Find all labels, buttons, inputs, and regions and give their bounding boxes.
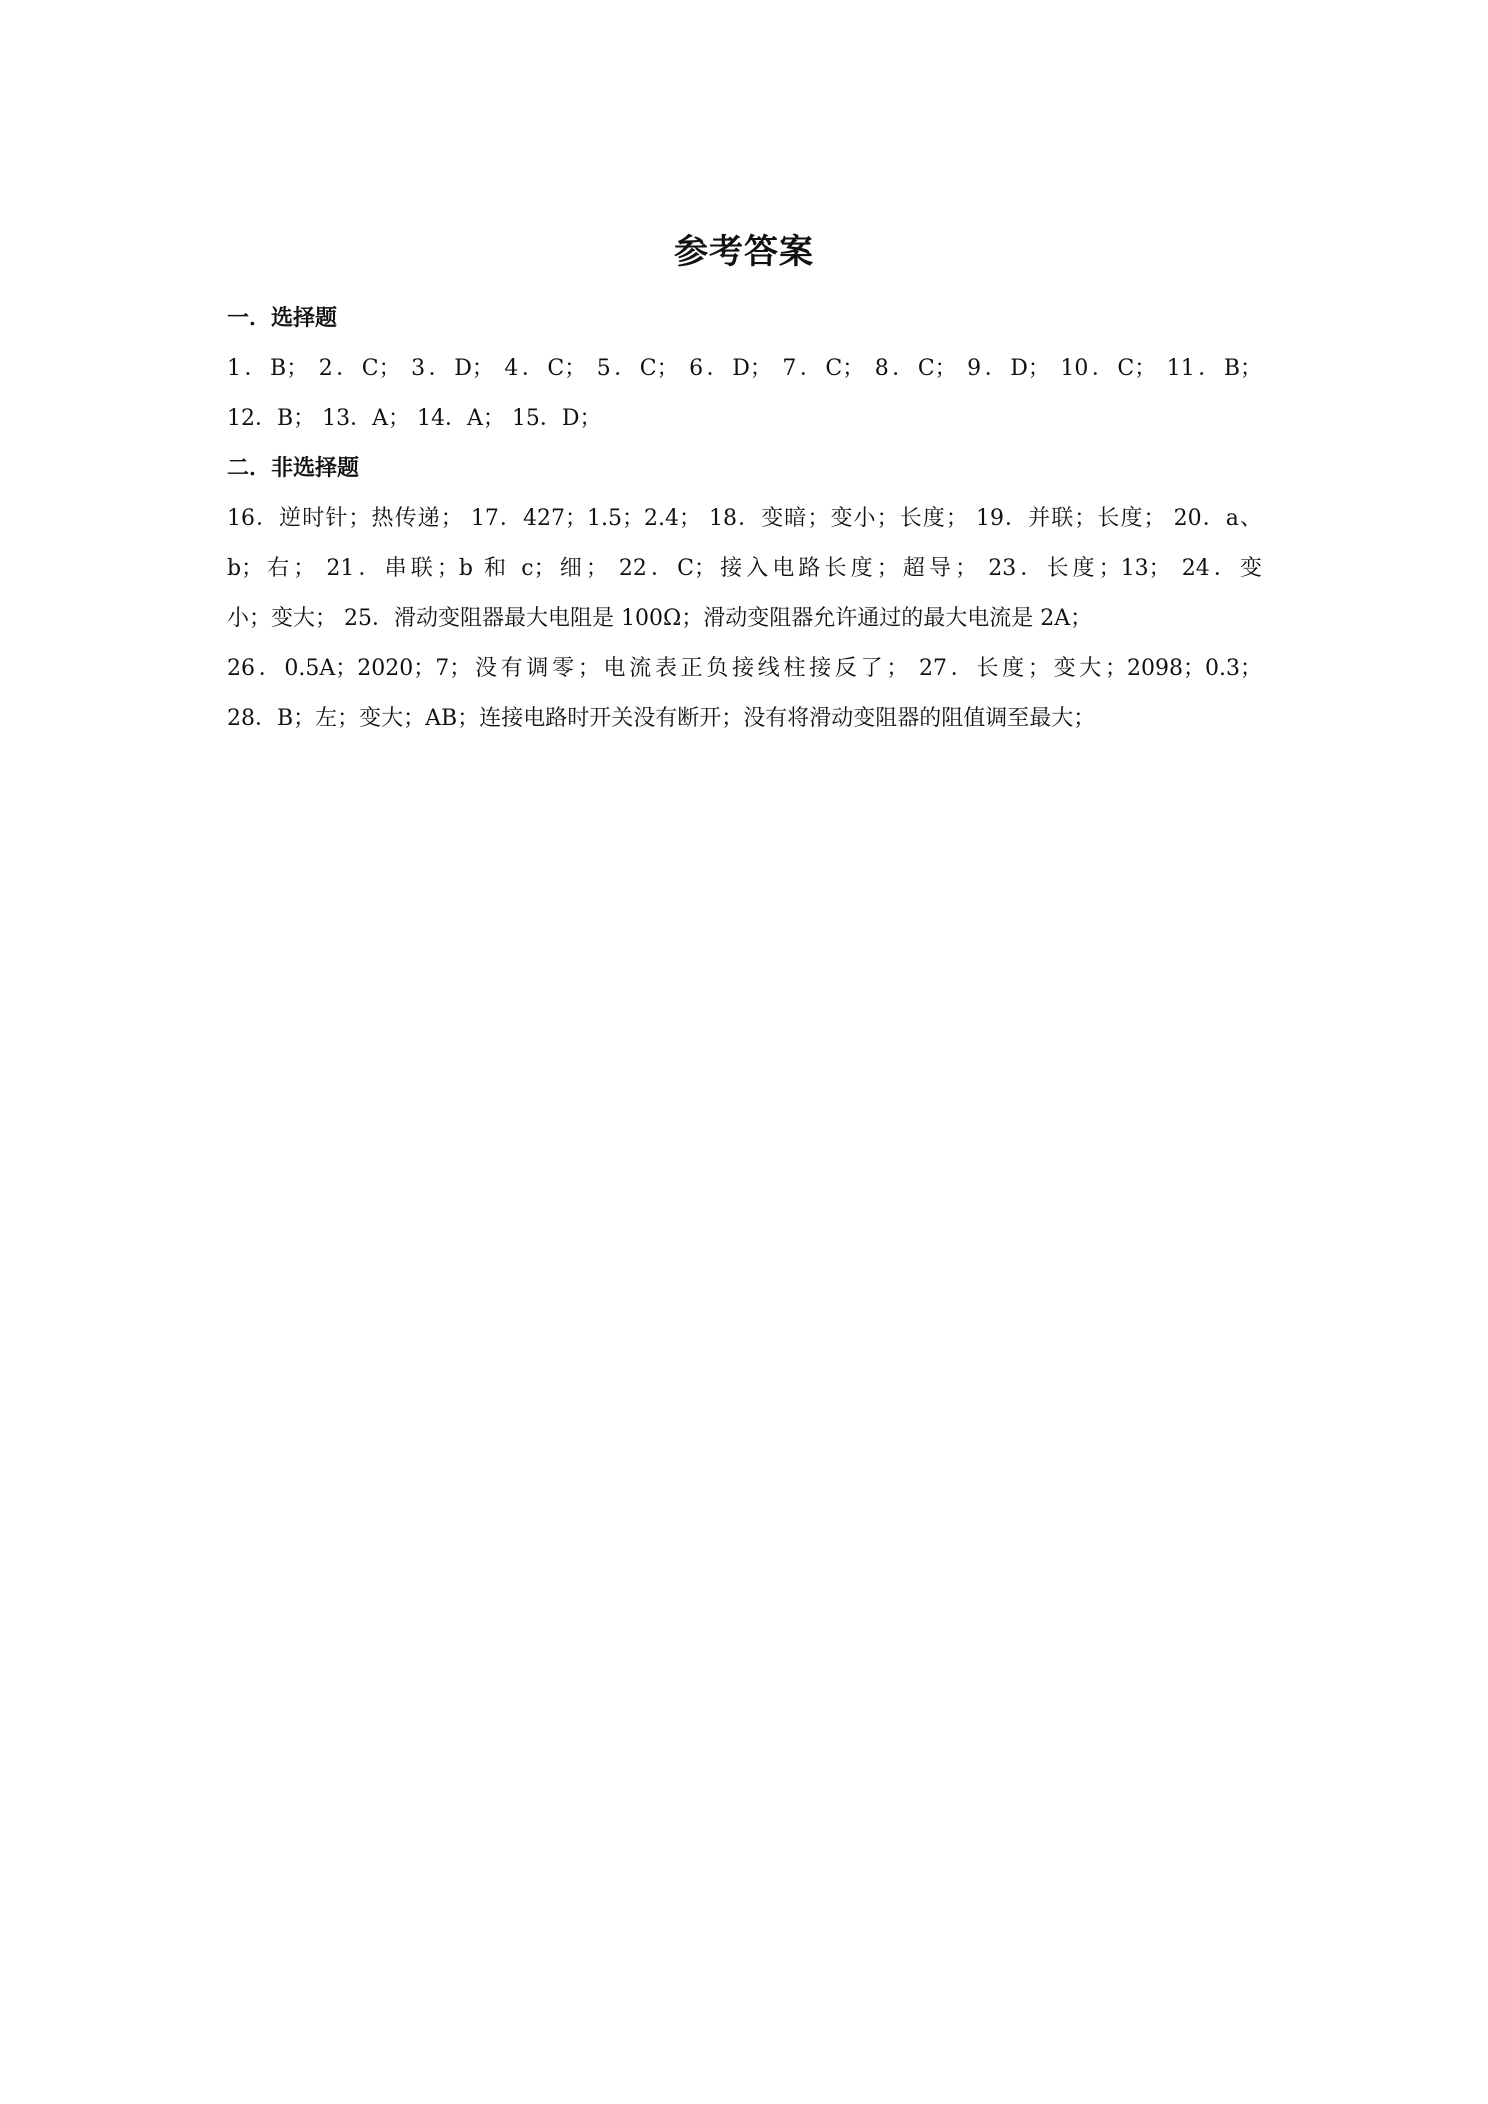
- answer-line: 16．逆时针；热传递； 17．427；1.5；2.4； 18．变暗；变小；长度； 19．并联；长度； 20．a、: [227, 506, 1262, 531]
- answer-line: 12．B； 13．A； 14．A； 15．D；: [227, 406, 602, 431]
- answer-line: 1．B； 2．C； 3．D； 4．C； 5．C； 6．D； 7．C； 8．C； 9．D； 10．C； 11．B；: [227, 356, 1262, 381]
- section-heading-non-choice: 二．非选择题: [227, 456, 360, 481]
- answer-line: 小；变大； 25．滑动变阻器最大电阻是 100Ω；滑动变阻器允许通过的最大电流是 2A；: [227, 606, 1093, 631]
- answer-line: b；右； 21．串联；b 和 c；细； 22．C；接入电路长度；超导； 23．长度；13； 24．变: [227, 556, 1262, 581]
- answer-line: 28．B；左；变大；AB；连接电路时开关没有断开；没有将滑动变阻器的阻值调至最大；: [227, 706, 1096, 731]
- answer-line: 26．0.5A；2020；7；没有调零；电流表正负接线柱接反了； 27．长度；变大；2098；0.3；: [227, 656, 1262, 681]
- section-heading-choice: 一．选择题: [227, 306, 338, 331]
- page-title: 参考答案: [674, 232, 814, 272]
- answer-content: [227, 306, 1262, 732]
